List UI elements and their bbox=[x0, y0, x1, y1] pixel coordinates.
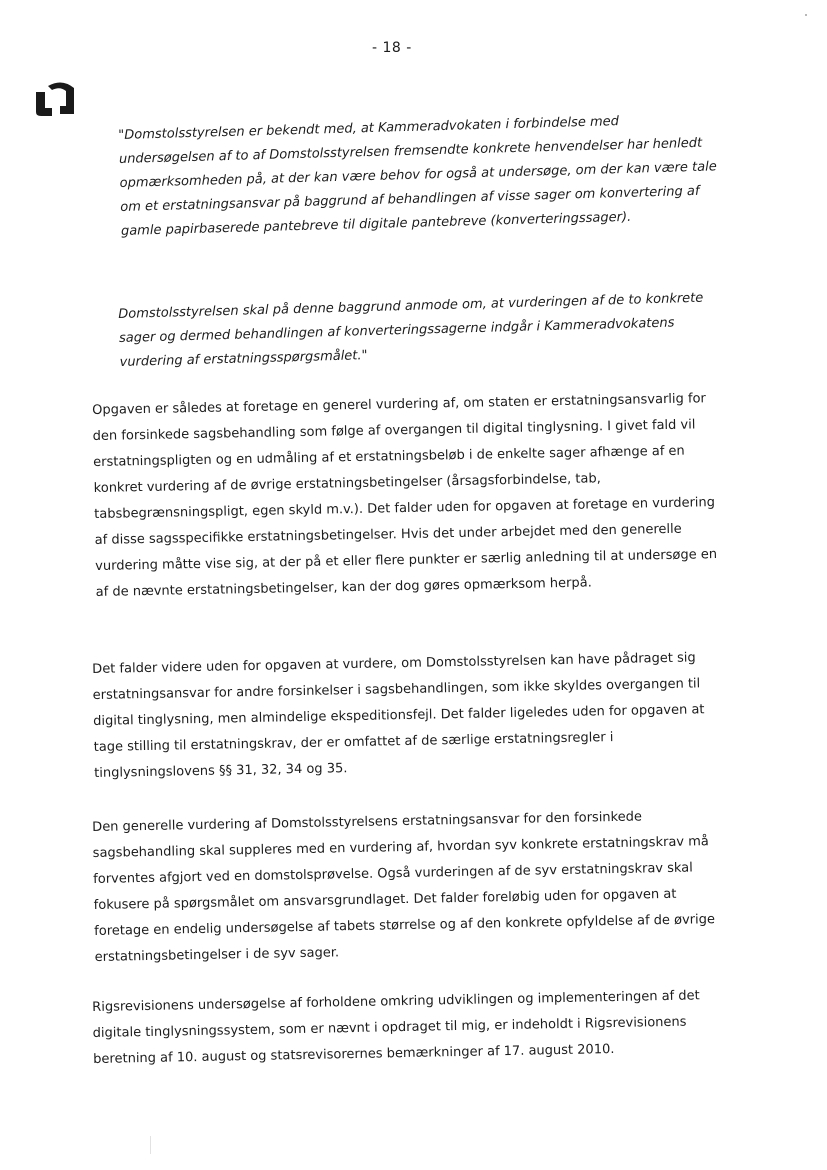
body-text-3: Den generelle vurdering af Domstolsstyrelsens erstatningsansvar for den forsinkede sagsbehandling skal suppleres med en vurdering af, hvordan syv konkrete erstatningskrav må forventes afgjort ved en domstolsprøvelse. Også vurderingen af de syv erstatningskrav skal fokusere på spørgsmålet om ansvarsgrundlaget. Det falder foreløbig uden for opgaven at foretage en endelig undersøgelse af tabets størrelse og af den konkrete opfyldelse af de øvrige erstatningsbetingelser i de syv sager. bbox=[92, 809, 716, 965]
institution-logo bbox=[32, 78, 80, 118]
body-paragraph-3 bbox=[92, 803, 720, 971]
quote-paragraph-2 bbox=[118, 286, 720, 375]
body-paragraph-4 bbox=[92, 983, 718, 1073]
body-paragraph-2 bbox=[92, 645, 719, 787]
body-text-1: Opgaven er således at foretage en generel vurdering af, om staten er erstatningsansvarlig for den forsinkede sagsbehandling som følge af overgangen til digital tinglysning. I givet fald vil erstatningspligten og en udmåling af et erstatningsbeløb i de enkelte sager afhænge af en konkret vurdering af de øvrige erstatningsbetingelser (årsagsforbindelse, tab, tabsbegrænsningspligt, egen skyld m.v.). Det falder uden for opgaven at foretage en vurdering af disse sagsspecifikke erstatningsbetingelser. Hvis det under arbejdet med den generelle vurdering måtte vise sig, at der på et eller flere punkter er særlig anledning til at undersøge en af de nævnte erstatningsbetingelser, kan der dog gøres opmærksom herpå. bbox=[92, 391, 718, 600]
quote-text-1: "Domstolsstyrelsen er bekendt med, at Kammeradvokaten i forbindelse med undersøgelsen af to af Domstolsstyrelsen fremsendte konkrete henvendelser har henledt opmærksomheden på, at der kan være behov for også at undersøge, om der kan være tale om et erstatningsansvar på baggrund af behandlingen af visse sager om konvertering af gamle papirbaserede pantebreve til digitale pantebreve (konverteringssager). bbox=[118, 114, 717, 239]
body-text-4: Rigsrevisionens undersøgelse af forholdene omkring udviklingen og implementeringen af det digitale tinglysningssystem, som er nævnt i opdraget til mig, er indeholdt i Rigsrevisionens beretning af 10. august og statsrevisorernes bemærkninger af 17. august 2010. bbox=[92, 988, 700, 1067]
body-text-2: Det falder videre uden for opgaven at vurdere, om Domstolsstyrelsen kan have pådraget sig erstatningsansvar for andre forsinkelser i sagsbehandlingen, som ikke skyldes overgangen til digital tinglysning, men almindelige ekspeditionsfejl. Det falder ligeledes uden for opgaven at tage stilling til erstatningskrav, der er omfattet af de særlige erstatningsregler i tinglysningslovens §§ 31, 32, 34 og 35. bbox=[92, 650, 705, 781]
quote-paragraph-1 bbox=[118, 107, 721, 244]
body-paragraph-1 bbox=[92, 386, 721, 606]
page-number: - 18 - bbox=[372, 40, 412, 56]
scan-speck bbox=[150, 1136, 151, 1154]
quote-text-2: Domstolsstyrelsen skal på denne baggrund anmode om, at vurderingen af de to konkrete sager og dermed behandlingen af konverteringssagerne indgår i Kammeradvokatens vurdering af erstatningsspørgsmålet." bbox=[118, 290, 704, 370]
scan-speck bbox=[805, 14, 807, 16]
